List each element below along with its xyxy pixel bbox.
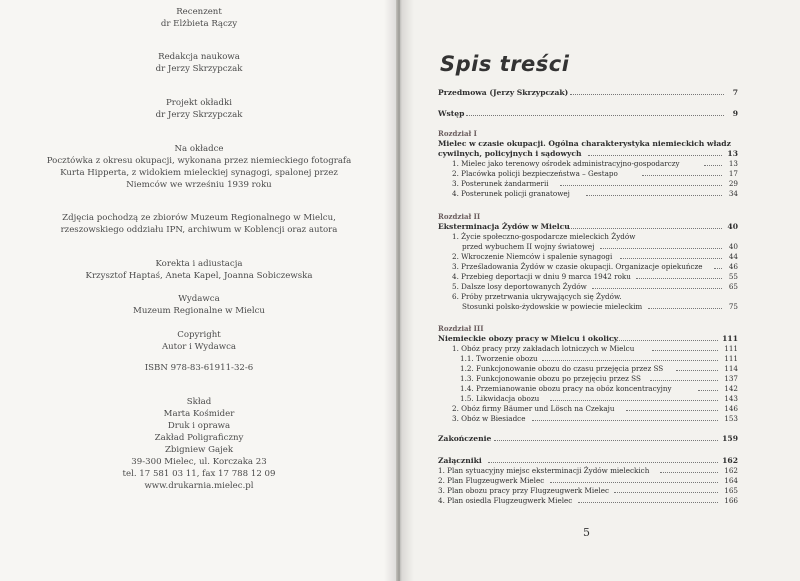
toc-entry-label: cywilnych, policyjnych i sądowych	[438, 149, 582, 158]
toc-entry	[460, 394, 738, 403]
toc-entry	[452, 404, 738, 413]
toc-entry-label: 6. Próby przetrwania ukrywających się Żydów.	[452, 292, 622, 301]
toc-leader	[588, 155, 722, 156]
imprint-copyright	[40, 329, 358, 353]
imprint-line: Zakład Poligraficzny	[154, 433, 244, 443]
toc-entry-label: 2. Obóz firmy Bäumer und Lösch na Czekaju	[452, 404, 615, 413]
toc-entry	[452, 169, 738, 178]
imprint-line: dr Jerzy Skrzypczak	[155, 110, 243, 120]
toc-entry	[452, 292, 738, 301]
toc-entry	[460, 374, 738, 383]
toc-entry	[452, 272, 738, 281]
toc-leader	[620, 258, 722, 259]
toc-leader	[494, 440, 718, 441]
toc-entry-label: Załączniki	[438, 456, 482, 465]
imprint-line: dr Elżbieta Rączy	[160, 19, 238, 29]
imprint-cover-note	[40, 143, 358, 191]
toc-leader	[660, 472, 718, 473]
imprint-photo-credits	[40, 212, 358, 236]
toc-entry-label: Niemieckie obozy pracy w Mielcu i okolicy	[438, 334, 619, 343]
toc-entry	[438, 476, 738, 485]
toc-entry-page: 29	[728, 179, 738, 188]
toc-leader	[542, 360, 718, 361]
imprint-line: Niemców we wrześniu 1939 roku	[126, 180, 272, 190]
toc-entry-page: 165	[724, 486, 738, 495]
toc-entry	[452, 344, 738, 353]
imprint-line: Druk i oprawa	[167, 421, 231, 431]
toc-leader	[652, 350, 718, 351]
toc-entry-label: 1. Plan sytuacyjny miejsc eksterminacji Żydów mieleckich	[438, 466, 650, 475]
imprint-line: Zbigniew Gajek	[164, 445, 234, 455]
imprint-line: Autor i Wydawca	[161, 342, 237, 352]
imprint-line: Projekt okładki	[166, 98, 232, 108]
toc-entry-label: Eksterminacja Żydów w Mielcu	[438, 222, 570, 231]
toc-entry-page: 114	[724, 364, 738, 373]
toc-entry-label: 4. Plan osiedla Flugzeugwerk Mielec	[438, 496, 573, 505]
toc-entry	[452, 189, 738, 198]
toc-entry-page: 166	[724, 496, 738, 505]
toc-entry-page: 75	[728, 302, 738, 311]
chapter-heading: Rozdział III	[438, 324, 484, 333]
toc-leader	[600, 248, 722, 249]
imprint-line: rzeszowskiego oddziału IPN, archiwum w Koblencji oraz autora	[60, 225, 338, 235]
toc-entry-label: Mielec w czasie okupacji. Ogólna charakterystyka niemieckich władz	[438, 139, 731, 148]
toc-entry-label: 4. Posterunek policji granatowej	[452, 189, 570, 198]
toc-entry	[452, 282, 738, 291]
toc-entry-label: 1.1. Tworzenie obozu	[460, 354, 538, 363]
imprint-line: Marta Kośmider	[163, 409, 235, 419]
toc-entry	[452, 179, 738, 188]
toc-leader	[532, 420, 718, 421]
toc-entry	[438, 486, 738, 495]
toc-leader	[586, 195, 722, 196]
toc-entry-label: 3. Plan obozu pracy przy Flugzeugwerk Mielec	[438, 486, 610, 495]
toc-entry-label: 2. Placówka policji bezpieczeństwa – Gestapo	[452, 169, 618, 178]
toc-entry-page: 111	[724, 354, 738, 363]
imprint-line: Pocztówka z okresu okupacji, wykonana przez niemieckiego fotografa	[46, 156, 352, 166]
toc-entry-page: 162	[724, 466, 738, 475]
toc-entry-page: 55	[728, 272, 738, 281]
toc-entry-page: 40	[727, 222, 738, 231]
toc-entry-page: 146	[724, 404, 738, 413]
toc-entry-label: Stosunki polsko-żydowskie w powiecie mieleckim	[462, 302, 643, 311]
toc-entry-label: przed wybuchem II wojny światowej	[462, 242, 595, 251]
left-page	[0, 0, 396, 581]
imprint-line: Zdjęcia pochodzą ze zbiorów Muzeum Regionalnego w Mielcu,	[62, 213, 336, 223]
imprint-line: 39-300 Mielec, ul. Korczaka 23	[131, 457, 267, 467]
toc-entry-label: 3. Posterunek żandarmerii	[452, 179, 549, 188]
toc-entry	[452, 232, 738, 241]
toc-entry	[438, 496, 738, 505]
page-number: 5	[583, 526, 590, 539]
toc-entry-label: 1. Życie społeczno-gospodarcze mieleckich Żydów	[452, 232, 636, 241]
toc-entry-page: 13	[728, 159, 738, 168]
toc-entry	[462, 302, 738, 311]
toc-entry-page: 142	[724, 384, 738, 393]
toc-leader	[676, 370, 718, 371]
toc-entry-page: 143	[724, 394, 738, 403]
toc-entry-label: Zakończenie	[438, 434, 492, 443]
imprint-line: Kurta Hipperta, z widokiem mieleckiej synagogi, spalonej przez	[60, 168, 338, 178]
toc-entry	[452, 252, 738, 261]
toc-entry-page: 111	[724, 344, 738, 353]
imprint-line: Na okładce	[174, 144, 224, 154]
toc-leader	[648, 308, 722, 309]
toc-leader	[714, 268, 722, 269]
toc-leader	[550, 400, 718, 401]
toc-entry-label: 3. Prześladowania Żydów w czasie okupacji. Organizacje opiekuńcze	[452, 262, 703, 271]
toc-leader	[704, 165, 722, 166]
imprint-line: Copyright	[177, 330, 221, 340]
toc-entry	[452, 414, 738, 423]
toc-entry-page: 17	[728, 169, 738, 178]
toc-entry-page: 46	[728, 262, 738, 271]
toc-leader	[642, 175, 722, 176]
imprint-line: Skład	[186, 397, 212, 407]
toc-chapter-title	[438, 222, 738, 231]
toc-leader	[698, 390, 718, 391]
toc-entry	[438, 88, 738, 97]
toc-entry-label: 1.3. Funkcjonowanie obozu po przejęciu przez SS	[460, 374, 641, 383]
toc-chapter-title	[438, 334, 738, 343]
toc-entry-page: 159	[722, 434, 738, 443]
toc-entry-label: Przedmowa (Jerzy Skrzypczak)	[438, 88, 569, 97]
toc-entry-label: Wstęp	[438, 109, 465, 118]
imprint-proofreading	[40, 258, 358, 282]
toc-entry-page: 9	[732, 109, 738, 118]
toc-leader	[578, 502, 718, 503]
toc-title: Spis treści	[440, 52, 570, 76]
toc-leader	[612, 340, 718, 341]
toc-entry	[460, 354, 738, 363]
toc-entry-page: 65	[728, 282, 738, 291]
toc-entry	[452, 262, 738, 271]
imprint-line: Recenzent	[176, 7, 222, 17]
toc-entry-label: 1.4. Przemianowanie obozu pracy na obóz koncentracyjny	[460, 384, 672, 393]
imprint-isbn	[40, 362, 358, 374]
toc-chapter-title	[438, 139, 738, 148]
toc-entry-label: 1.5. Likwidacja obozu	[460, 394, 540, 403]
toc-entry-label: 2. Wkroczenie Niemców i spalenie synagogi	[452, 252, 613, 261]
toc-entry	[460, 384, 738, 393]
book-gutter	[384, 0, 414, 581]
toc-leader	[466, 115, 724, 116]
toc-entry-page: 13	[727, 149, 738, 158]
imprint-publisher	[40, 293, 358, 317]
toc-leader	[626, 410, 718, 411]
toc-leader	[566, 228, 722, 229]
toc-leader	[650, 380, 718, 381]
toc-entry-label: 1.2. Funkcjonowanie obozu do czasu przejęcia przez SS	[460, 364, 664, 373]
chapter-heading: Rozdział I	[438, 129, 477, 138]
imprint-line: Korekta i adiustacja	[155, 259, 243, 269]
toc-leader	[560, 185, 722, 186]
imprint-cover-design	[40, 97, 358, 121]
chapter-heading: Rozdział II	[438, 212, 481, 221]
toc-entry	[438, 434, 738, 443]
toc-entry	[438, 466, 738, 475]
imprint-reviewer	[40, 6, 358, 30]
toc-entry-page: 7	[732, 88, 738, 97]
toc-entry-label: 4. Przebieg deportacji w dniu 9 marca 1942 roku	[452, 272, 631, 281]
toc-entry	[452, 159, 738, 168]
toc-entry-label: 1. Mielec jako terenowy ośrodek administracyjno-gospodarczy	[452, 159, 680, 168]
imprint-line: Krzysztof Haptaś, Aneta Kapel, Joanna Sobiczewska	[85, 271, 313, 281]
isbn-line: ISBN 978-83-61911-32-6	[144, 363, 254, 373]
toc-entry	[460, 364, 738, 373]
toc-entry-page: 44	[728, 252, 738, 261]
imprint-line: www.drukarnia.mielec.pl	[144, 481, 254, 491]
imprint-line: tel. 17 581 03 11, fax 17 788 12 09	[122, 469, 276, 479]
toc-leader	[614, 492, 718, 493]
toc-entry-page: 137	[724, 374, 738, 383]
toc-entry-label: 2. Plan Flugzeugwerk Mielec	[438, 476, 545, 485]
toc-leader	[636, 278, 722, 279]
imprint-typesetting-print	[40, 396, 358, 492]
toc-leader	[570, 94, 724, 95]
imprint-line: Wydawca	[178, 294, 220, 304]
toc-chapter-title	[438, 149, 738, 158]
toc-entry-label: 3. Obóz w Biesiadce	[452, 414, 526, 423]
toc-leader	[488, 462, 718, 463]
toc-entry	[438, 109, 738, 118]
toc-entry-page: 153	[724, 414, 738, 423]
imprint-line: Redakcja naukowa	[158, 52, 240, 62]
toc-entry-page: 164	[724, 476, 738, 485]
imprint-line: Muzeum Regionalne w Mielcu	[133, 306, 265, 316]
imprint-line: dr Jerzy Skrzypczak	[155, 64, 243, 74]
toc-entry-page: 111	[722, 334, 738, 343]
toc-entry-page: 162	[722, 456, 738, 465]
toc-entry	[462, 242, 738, 251]
toc-entry-label: 1. Obóz pracy przy zakładach lotniczych w Mielcu	[452, 344, 635, 353]
toc-entry-page: 34	[728, 189, 738, 198]
imprint-editor	[40, 51, 358, 75]
toc-entry	[438, 456, 738, 465]
toc-entry-page: 40	[728, 242, 738, 251]
toc-entry-label: 5. Dalsze losy deportowanych Żydów	[452, 282, 587, 291]
toc-leader	[592, 288, 722, 289]
toc-leader	[550, 482, 718, 483]
